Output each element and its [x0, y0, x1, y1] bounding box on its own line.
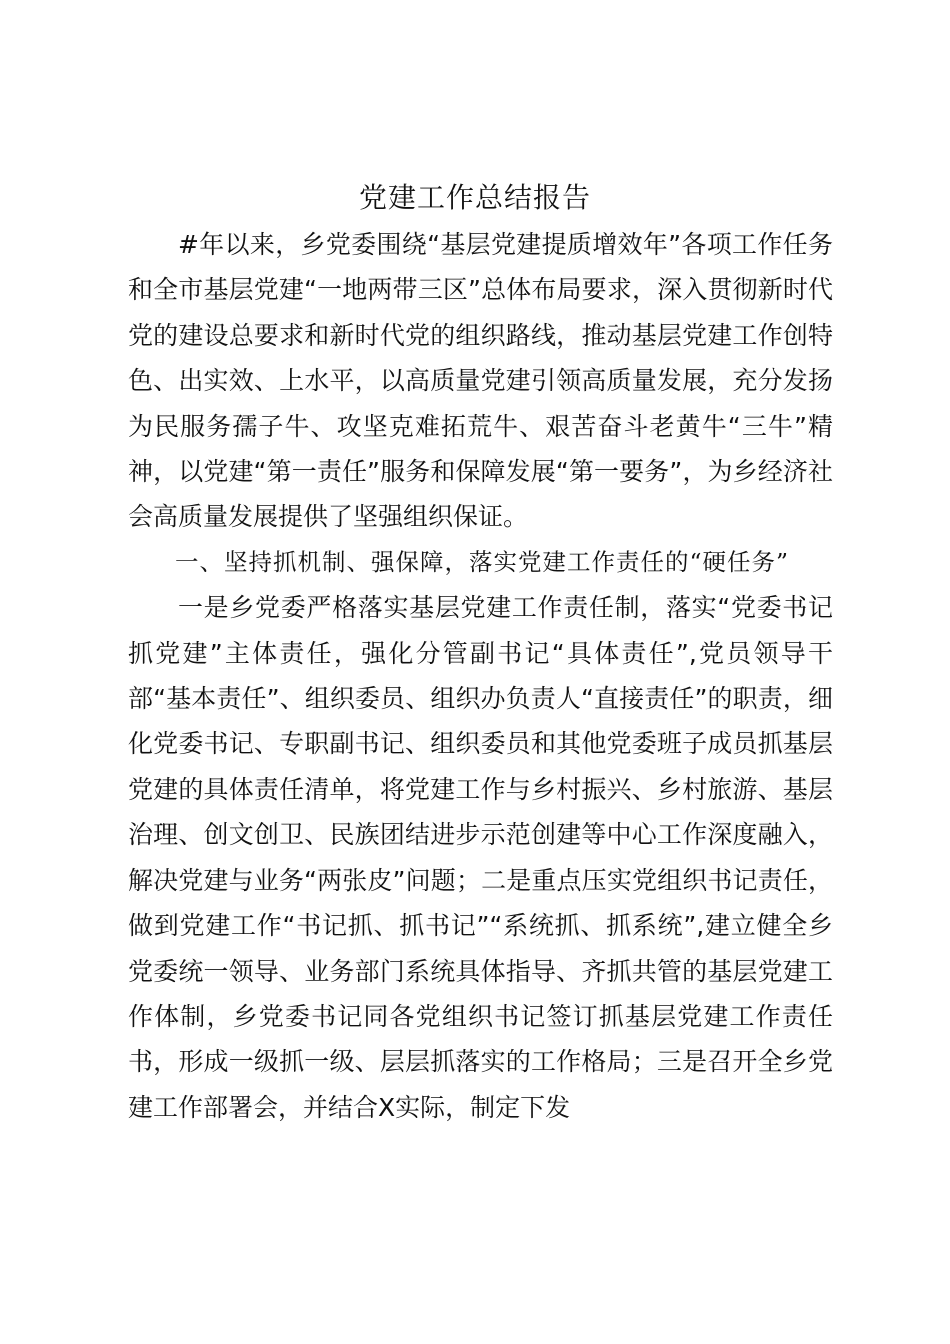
section-heading: 一、坚持抓机制、强保障，落实党建工作责任的“硬任务” [175, 547, 790, 576]
document-title: 党建工作总结报告 [358, 181, 591, 214]
section-paragraph: 一是乡党委严格落实基层党建工作责任制，落实“党委书记抓党建”主体责任，强化分管副书记“具体责任”,党员领导干部“基本责任”、组织委员、组织办负责人“直接责任”的职责，细化党委书记、专职副书记、组织委员和其他党委班子成员抓基层党建的具体责任清单，将党建工作与乡村振兴、乡村旅游、基层治理、创文创卫、民族团结进步示范创建等中心工作深度融入，解决党建与业务“两张皮”问题；二是重点压实党组织书记责任，做到党建工作“书记抓、抓书记”“系统抓、抓系统”,建立健全乡党委统一领导、业务部门系统具体指导、齐抓共管的基层党建工作体制，乡党委书记同各党组织书记签订抓基层党建工作责任书，形成一级抓一级、层层抓落实的工作格局；三是召开全乡党建工作部署会，并结合X实际，制定下发 [128, 593, 833, 1122]
intro-paragraph: #年以来，乡党委围绕“基层党建提质增效年”各项工作任务和全市基层党建“一地两带三区”总体布局要求，深入贯彻新时代党的建设总要求和新时代党的组织路线，推动基层党建工作创特色、出实效、上水平，以高质量党建引领高质量发展，充分发扬为民服务孺子牛、攻坚克难拓荒牛、艰苦奋斗老黄牛“三牛”精神，以党建“第一责任”服务和保障发展“第一要务”，为乡经济社会高质量发展提供了坚强组织保证。 [128, 230, 833, 532]
document-body [128, 222, 833, 1130]
